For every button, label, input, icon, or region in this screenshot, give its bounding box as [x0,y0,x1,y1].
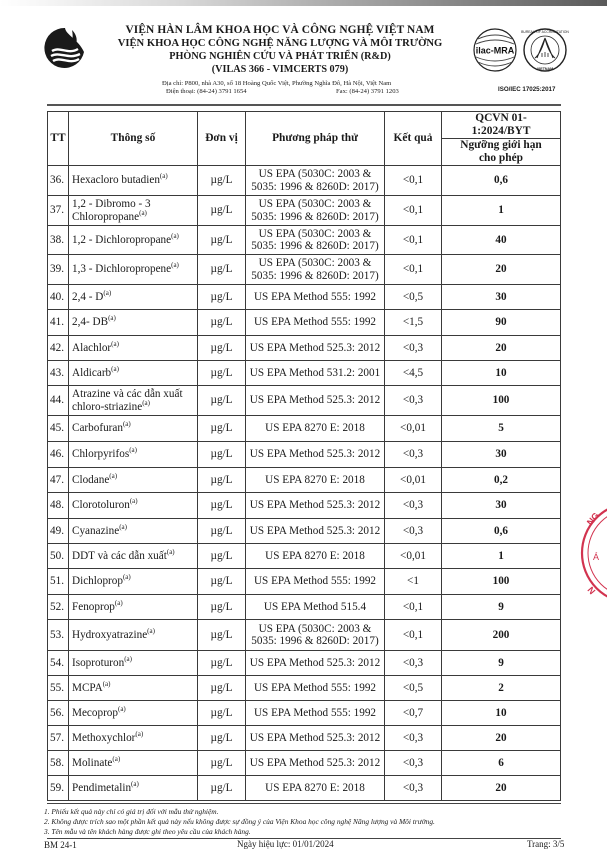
test-method: US EPA 8270 E: 2018 [246,776,385,801]
contact-info [162,80,482,96]
accreditation-marker: (a) [103,288,112,297]
parameter-name: 1,2 - Dibromo - 3 Chloropropane$^{(a)}$ [69,196,198,226]
parameter-name: Isoproturon$^{(a)}$ [69,651,198,676]
parameter-name: MCPA$^{(a)}$ [69,676,198,701]
parameter-name: 1,3 - Dichloropropene$^{(a)}$ [69,255,198,285]
fax: Fax: (84-24) 3791 1203 [336,88,399,95]
parameter-name: Molinate$^{(a)}$ [69,751,198,776]
row-number: 55. [48,676,69,701]
parameter-name: 2,4- DB$^{(a)}$ [69,310,198,336]
accreditation-marker: (a) [129,446,137,455]
row-number: 46. [48,442,69,468]
limit-value: 9 [442,651,561,676]
unit: µg/L [198,519,246,544]
result-value: <0,5 [385,676,442,701]
unit: µg/L [198,196,246,226]
limit-value: 1 [442,544,561,569]
test-method: US EPA Method 525.3: 2012 [246,751,385,776]
limit-value: 9 [442,595,561,620]
unit: µg/L [198,776,246,801]
col-header-standard: QCVN 01-1:2024/BYT [442,112,561,139]
test-method: US EPA (5030C: 2003 & 5035: 1996 & 8260D: 2017) [246,226,385,255]
table-row [48,595,561,620]
table-row [48,468,561,493]
accreditation-marker: (a) [102,679,111,688]
test-method: US EPA Method 555: 1992 [246,285,385,310]
accreditation-marker: (a) [124,654,132,663]
letterhead [100,24,460,76]
accreditation-marker: (a) [108,314,116,323]
table-row [48,442,561,468]
unit: µg/L [198,442,246,468]
accreditation-marker: (a) [122,420,131,429]
accreditation-marker: (a) [131,779,139,788]
test-method: US EPA 8270 E: 2018 [246,544,385,569]
limit-value: 200 [442,620,561,651]
accreditation-marker: (a) [117,704,126,713]
col-header-unit: Đơn vị [198,112,246,166]
row-number: 44. [48,386,69,416]
red-stamp-icon [577,498,607,608]
result-value: <0,1 [385,620,442,651]
parameter-name: 1,2 - Dichloropropane$^{(a)}$ [69,226,198,255]
row-number: 47. [48,468,69,493]
limit-value: 30 [442,285,561,310]
row-number: 39. [48,255,69,285]
accreditation-codes: (VILAS 366 - VIMCERTS 079) [211,64,349,75]
row-number: 57. [48,726,69,751]
svg-text:BUREAU OF ACCREDITATION: BUREAU OF ACCREDITATION [521,30,569,34]
unit: µg/L [198,255,246,285]
academy-name: VIỆN HÀN LÂM KHOA HỌC VÀ CÔNG NGHỆ VIỆT NAM [125,24,435,36]
accreditation-marker: (a) [122,573,131,582]
table-row [48,726,561,751]
header-divider [47,104,561,106]
parameter-name: Alachlor$^{(a)}$ [69,336,198,361]
table-row [48,701,561,726]
row-number: 40. [48,285,69,310]
limit-value: 30 [442,493,561,519]
test-method: US EPA Method 525.3: 2012 [246,442,385,468]
row-number: 48. [48,493,69,519]
accreditation-marker: (a) [166,547,175,556]
table-row [48,544,561,569]
row-number: 51. [48,569,69,595]
accreditation-marker: (a) [114,598,123,607]
row-number: 53. [48,620,69,651]
limit-value: 90 [442,310,561,336]
test-method: US EPA (5030C: 2003 & 5035: 1996 & 8260D: 2017) [246,255,385,285]
test-method: US EPA Method 525.3: 2012 [246,726,385,751]
limit-value: 0,6 [442,519,561,544]
row-number: 37. [48,196,69,226]
parameter-name: Clorotoluron$^{(a)}$ [69,493,198,519]
result-value: <0,1 [385,255,442,285]
result-value: <1,5 [385,310,442,336]
unit: µg/L [198,416,246,442]
result-value: <0,3 [385,519,442,544]
parameter-name: Cyanazine$^{(a)}$ [69,519,198,544]
accreditation-marker: (a) [171,231,179,240]
effective-date: Ngày hiệu lực: 01/01/2024 [237,839,334,849]
footer-note-1: 1. Phiếu kết quả này chỉ có giá trị đối với mẫu thử nghiệm. [44,807,219,816]
limit-value: 1 [442,196,561,226]
result-value: <1 [385,569,442,595]
accreditation-marker: (a) [119,522,127,531]
result-value: <0,3 [385,651,442,676]
limit-value: 20 [442,336,561,361]
accreditation-marker: (a) [147,626,155,635]
footer-notes [44,807,435,837]
result-value: <0,7 [385,701,442,726]
limit-value: 0,2 [442,468,561,493]
accreditation-badges [473,27,603,87]
footer-divider-top [47,803,561,804]
test-method: US EPA Method 515.4 [246,595,385,620]
parameter-name: Mecoprop$^{(a)}$ [69,701,198,726]
test-method: US EPA Method 525.3: 2012 [246,386,385,416]
result-value: <0,5 [385,285,442,310]
row-number: 49. [48,519,69,544]
unit: µg/L [198,595,246,620]
unit: µg/L [198,701,246,726]
table-row [48,255,561,285]
row-number: 50. [48,544,69,569]
svg-text:Á: Á [593,552,600,562]
result-value: <0,3 [385,751,442,776]
table-row [48,519,561,544]
result-value: <0,3 [385,726,442,751]
unit: µg/L [198,751,246,776]
result-value: <0,3 [385,776,442,801]
table-row [48,493,561,519]
row-number: 56. [48,701,69,726]
col-header-tt: TT [48,112,69,166]
test-method: US EPA Method 555: 1992 [246,310,385,336]
footer-note-2: 2. Không được trích sao một phần kết quả này nếu không được sự đồng ý của Viện Khoa học công nghệ Năng lượng và Môi trường. [44,817,435,826]
unit: µg/L [198,569,246,595]
unit: µg/L [198,468,246,493]
row-number: 52. [48,595,69,620]
result-value: <0,3 [385,336,442,361]
result-value: <0,3 [385,442,442,468]
row-number: 54. [48,651,69,676]
row-number: 38. [48,226,69,255]
table-row [48,416,561,442]
limit-value: 5 [442,416,561,442]
limit-value: 20 [442,255,561,285]
parameter-name: Atrazine và các dẫn xuất chloro-striazine$^{(a)}$ [69,386,198,416]
test-method: US EPA Method 555: 1992 [246,676,385,701]
table-row [48,620,561,651]
test-method: US EPA Method 525.3: 2012 [246,519,385,544]
svg-text:NG: NG [584,510,602,528]
parameter-name: Carbofuran$^{(a)}$ [69,416,198,442]
col-header-limit: Ngưỡng giới hạn cho phép [442,139,561,166]
parameter-name: Aldicarb$^{(a)}$ [69,361,198,386]
col-header-method: Phương pháp thử [246,112,385,166]
row-number: 58. [48,751,69,776]
parameter-name: Fenoprop$^{(a)}$ [69,595,198,620]
unit: µg/L [198,726,246,751]
table-row [48,386,561,416]
department-name: PHÒNG NGHIÊN CỨU VÀ PHÁT TRIỂN (R&D) [169,51,391,62]
row-number: 43. [48,361,69,386]
accreditation-marker: (a) [112,754,121,763]
result-value: <0,3 [385,493,442,519]
result-value: <0,01 [385,544,442,569]
accreditation-marker: (a) [129,497,138,506]
table-row [48,776,561,801]
accreditation-marker: (a) [111,364,119,373]
result-value: <0,1 [385,166,442,196]
iso-standard-label: ISO/IEC 17025:2017 [498,86,556,93]
scan-top-edge [0,0,607,6]
test-method: US EPA 8270 E: 2018 [246,468,385,493]
result-value: <0,3 [385,386,442,416]
test-method: US EPA Method 555: 1992 [246,569,385,595]
table-row [48,336,561,361]
accreditation-marker: (a) [111,339,119,348]
parameter-name: Methoxychlor$^{(a)}$ [69,726,198,751]
limit-value: 2 [442,676,561,701]
page-number: Trang: 3/5 [527,839,565,849]
svg-text:VIETNAM: VIETNAM [536,67,554,71]
accreditation-marker: (a) [171,261,179,270]
row-number: 45. [48,416,69,442]
test-method: US EPA (5030C: 2003 & 5035: 1996 & 8260D: 2017) [246,620,385,651]
test-results-table [47,111,561,801]
accreditation-marker: (a) [135,729,144,738]
table-row [48,310,561,336]
test-method: US EPA Method 525.3: 2012 [246,651,385,676]
unit: µg/L [198,386,246,416]
unit: µg/L [198,226,246,255]
footer-note-3: 3. Tên mẫu và tên khách hàng được ghi theo yêu cầu của khách hàng. [44,827,251,836]
limit-value: 20 [442,726,561,751]
table-row [48,751,561,776]
parameter-name: DDT và các dẫn xuất$^{(a)}$ [69,544,198,569]
parameter-name: Dichloprop$^{(a)}$ [69,569,198,595]
parameter-name: Clodane$^{(a)}$ [69,468,198,493]
result-value: <0,1 [385,196,442,226]
unit: µg/L [198,493,246,519]
test-method: US EPA Method 555: 1992 [246,701,385,726]
form-code: BM 24-1 [44,840,77,850]
table-body [48,166,561,801]
test-method: US EPA 8270 E: 2018 [246,416,385,442]
table-row [48,361,561,386]
accreditation-marker: (a) [139,208,147,217]
test-method: US EPA Method 531.2: 2001 [246,361,385,386]
table-row [48,166,561,196]
phone: Điện thoại: (84-24) 3791 1654 [166,88,247,95]
row-number: 42. [48,336,69,361]
limit-value: 30 [442,442,561,468]
limit-value: 6 [442,751,561,776]
result-value: <0,01 [385,416,442,442]
table-row [48,676,561,701]
table-row [48,196,561,226]
result-value: <4,5 [385,361,442,386]
unit: µg/L [198,310,246,336]
test-method: US EPA (5030C: 2003 & 5035: 1996 & 8260D: 2017) [246,196,385,226]
accreditation-marker: (a) [109,471,118,480]
table-row [48,226,561,255]
svg-text:N: N [585,584,598,597]
parameter-name: $2,4 - D^{(a)}$ [69,285,198,310]
unit: µg/L [198,544,246,569]
ilac-mra-badge-icon [474,29,516,71]
result-value: <0,1 [385,226,442,255]
unit: µg/L [198,361,246,386]
parameter-name: Chlorpyrifos$^{(a)}$ [69,442,198,468]
limit-value: 10 [442,361,561,386]
boa-vietnam-badge-icon [521,29,569,71]
accreditation-marker: (a) [159,172,168,181]
result-value: <0,1 [385,595,442,620]
unit: µg/L [198,676,246,701]
row-number: 41. [48,310,69,336]
unit: µg/L [198,620,246,651]
result-value: <0,01 [385,468,442,493]
unit: µg/L [198,336,246,361]
test-method: US EPA Method 525.3: 2012 [246,336,385,361]
limit-value: 20 [442,776,561,801]
parameter-name: Pendimetalin$^{(a)}$ [69,776,198,801]
row-number: 59. [48,776,69,801]
institute-name: VIỆN KHOA HỌC CÔNG NGHỆ NĂNG LƯỢNG VÀ MÔI TRƯỜNG [117,38,443,49]
parameter-name: Hexacloro butadien$^{(a)}$ [69,166,198,196]
col-header-result: Kết quả [385,112,442,166]
limit-value: 40 [442,226,561,255]
unit: µg/L [198,166,246,196]
table-row [48,285,561,310]
unit: µg/L [198,285,246,310]
col-header-parameter: Thông số [69,112,198,166]
table-row [48,651,561,676]
address: Địa chỉ: P800, nhà A30, số 18 Hoàng Quốc Việt, Phường Nghĩa Đô, Hà Nội, Việt Nam [162,80,392,87]
limit-value: 10 [442,701,561,726]
svg-text:ilac-MRA: ilac-MRA [475,45,515,56]
limit-value: 0,6 [442,166,561,196]
unit: µg/L [198,651,246,676]
test-method: US EPA (5030C: 2003 & 5035: 1996 & 8260D: 2017) [246,166,385,196]
accreditation-marker: (a) [142,398,150,407]
institute-wave-logo-icon [44,27,86,69]
test-method: US EPA Method 525.3: 2012 [246,493,385,519]
limit-value: 100 [442,386,561,416]
parameter-name: Hydroxyatrazine$^{(a)}$ [69,620,198,651]
limit-value: 100 [442,569,561,595]
row-number: 36. [48,166,69,196]
table-row [48,569,561,595]
